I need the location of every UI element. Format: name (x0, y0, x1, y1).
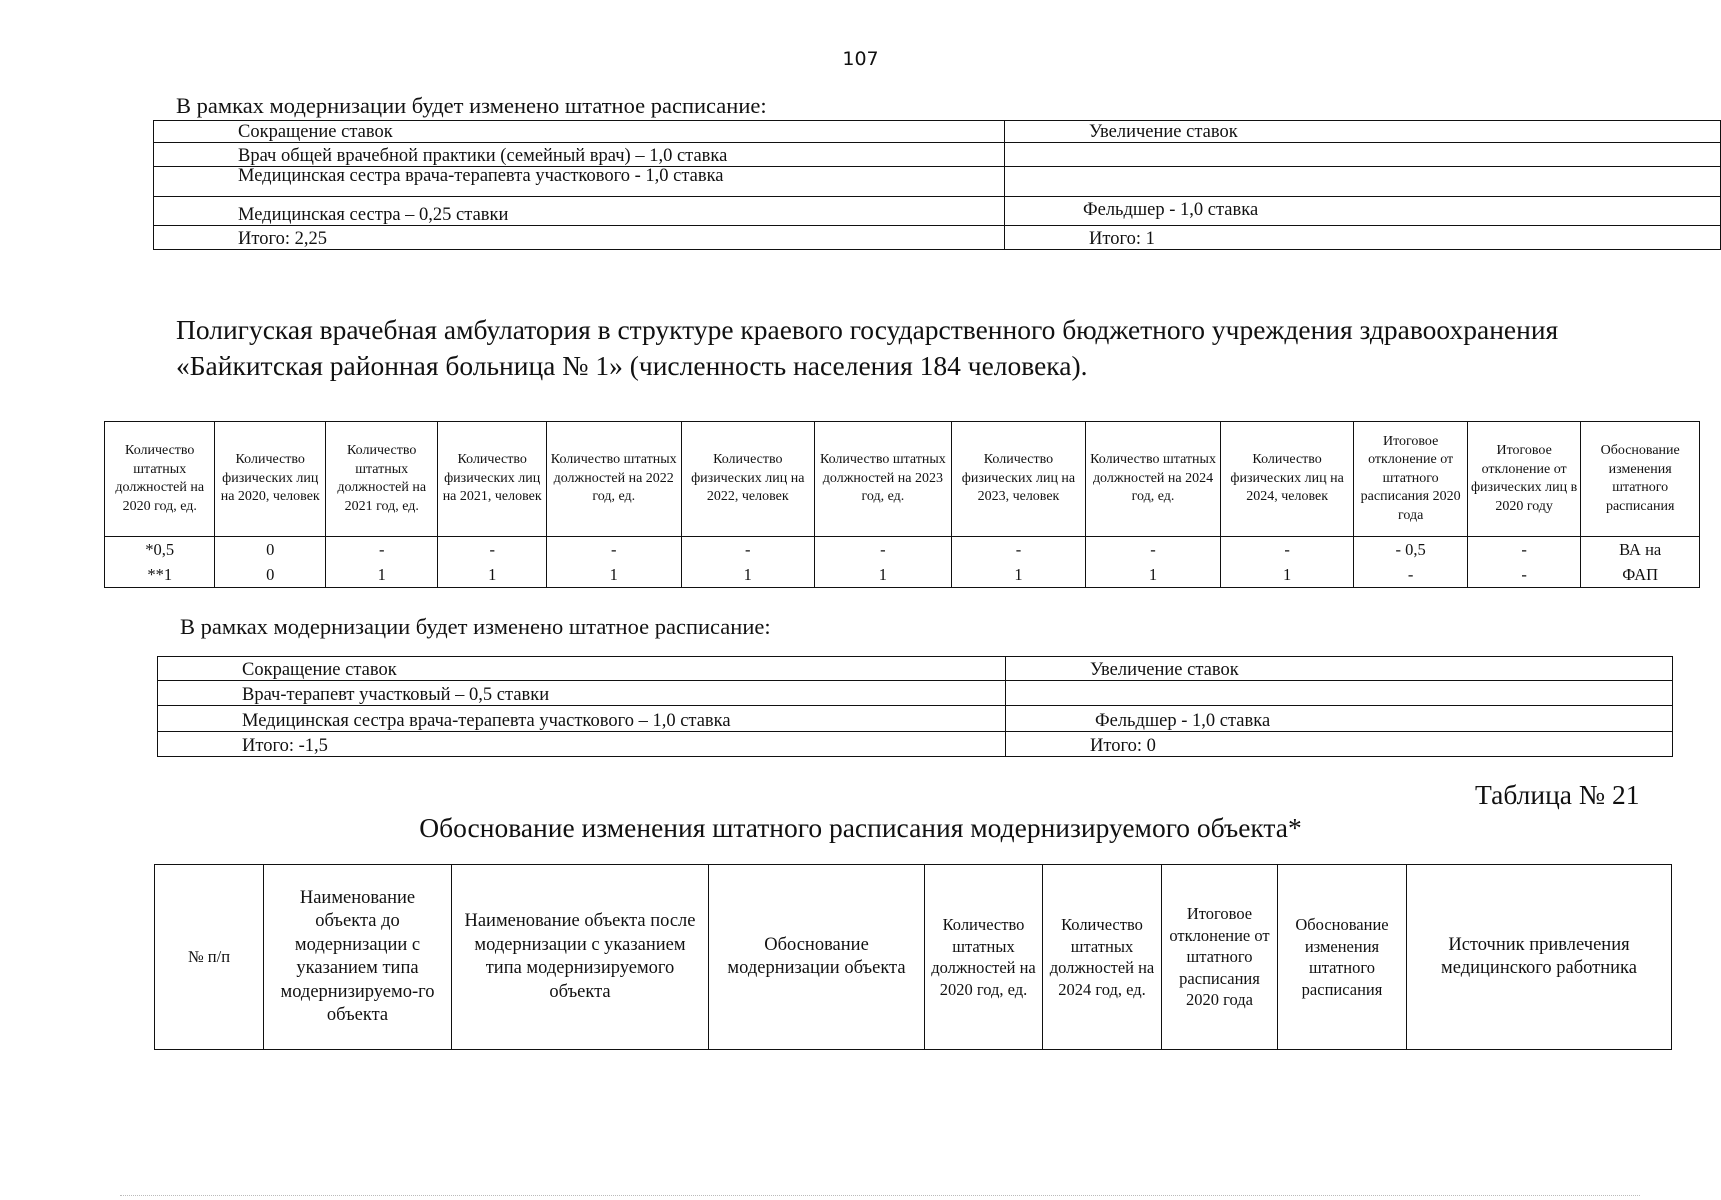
column-header: Наименование объекта после модернизации с указанием типа модернизируемого объекта (452, 865, 709, 1050)
staff-table-header-row (105, 422, 1700, 537)
column-header: Количество штатных должностей на 2024 год, ед. (1086, 422, 1221, 537)
table-cell: - (1467, 537, 1580, 563)
increase-cell (1005, 167, 1721, 197)
table-cell: 1 (815, 562, 952, 588)
table-cell: - (1467, 562, 1580, 588)
section-1-intro: В рамках модернизации будет изменено штатное расписание: (176, 93, 767, 118)
table-cell: 1 (546, 562, 681, 588)
table-cell: 0 (215, 537, 325, 563)
table-caption-text: Обоснование изменения штатного расписания модернизируемого объекта (419, 812, 1288, 843)
modernization-justification-table (154, 864, 1672, 1050)
staffing-numbers-table (104, 421, 1700, 588)
increase-header: Увеличение ставок (1005, 121, 1721, 143)
table-cell: - (1086, 537, 1221, 563)
column-header: Количество штатных должностей на 2024 год, ед. (1043, 865, 1162, 1050)
reduction-header: Сокращение ставок (154, 121, 1005, 143)
table-cell: - (1220, 537, 1354, 563)
column-header: Количество физических лиц на 2022, человек (681, 422, 815, 537)
table-row (158, 681, 1673, 706)
totals-row (158, 732, 1673, 757)
column-header: Итоговое отклонение от штатного расписания 2020 года (1162, 865, 1278, 1050)
increase-cell (1005, 143, 1721, 167)
reduction-cell: Врач общей врачебной практики (семейный врач) – 1,0 ставка (154, 143, 1005, 167)
changes-header-row (158, 657, 1673, 681)
increase-header: Увеличение ставок (1006, 657, 1673, 681)
column-header: Количество физических лиц на 2023, человек (951, 422, 1086, 537)
page-bottom-rule (120, 1195, 1640, 1196)
table-row (154, 143, 1721, 167)
column-header: Количество штатных должностей на 2022 год, ед. (546, 422, 681, 537)
section-2-intro: В рамках модернизации будет изменено штатное расписание: (180, 614, 771, 639)
table-cell: - (1354, 562, 1467, 588)
table-cell: 1 (325, 562, 437, 588)
table-cell: - (438, 537, 546, 563)
column-header: Количество штатных должностей на 2020 год, ед. (105, 422, 215, 537)
table-row (154, 167, 1721, 197)
table-cell: *0,5 (105, 537, 215, 563)
table-cell: ВА на (1581, 537, 1700, 563)
table-row (158, 706, 1673, 732)
column-header: № п/п (155, 865, 264, 1050)
increase-total: Итого: 0 (1006, 732, 1673, 757)
increase-cell (1006, 681, 1673, 706)
table-cell: 1 (1220, 562, 1354, 588)
reduction-cell: Врач-терапевт участковый – 0,5 ставки (158, 681, 1006, 706)
table-cell: ФАП (1581, 562, 1700, 588)
increase-cell: Фельдшер - 1,0 ставка (1005, 197, 1721, 226)
column-header: Количество физических лиц на 2020, человек (215, 422, 325, 537)
table-cell: - (325, 537, 437, 563)
table-row (154, 197, 1721, 226)
changes-header-row (154, 121, 1721, 143)
table-cell: - (815, 537, 952, 563)
reduction-cell: Медицинская сестра – 0,25 ставки (154, 197, 1005, 226)
column-header: Обоснование изменения штатного расписания (1278, 865, 1407, 1050)
table-number: Таблица № 21 (1475, 779, 1640, 810)
table-cell: 1 (681, 562, 815, 588)
column-header: Наименование объекта до модернизации с указанием типа модернизируемо-го объекта (264, 865, 452, 1050)
reduction-total: Итого: 2,25 (154, 226, 1005, 250)
table-cell: - (951, 537, 1086, 563)
table-cell: 1 (951, 562, 1086, 588)
reduction-cell: Медицинская сестра врача-терапевта участкового – 1,0 ставка (158, 706, 1006, 732)
column-header: Количество физических лиц на 2024, человек (1220, 422, 1354, 537)
column-header: Количество штатных должностей на 2023 год, ед. (815, 422, 952, 537)
column-header: Обоснование изменения штатного расписания (1581, 422, 1700, 537)
table-cell: - 0,5 (1354, 537, 1467, 563)
column-header: Итоговое отклонение от штатного расписания 2020 года (1354, 422, 1467, 537)
table-cell: 0 (215, 562, 325, 588)
staffing-changes-table-1 (153, 120, 1721, 250)
column-header: Количество штатных должностей на 2020 год, ед. (925, 865, 1043, 1050)
column-header: Обоснование модернизации объекта (709, 865, 925, 1050)
staffing-changes-table-2 (157, 656, 1673, 757)
reduction-cell: Медицинская сестра врача-терапевта участкового - 1,0 ставка (154, 167, 1005, 197)
table-cell: **1 (105, 562, 215, 588)
increase-cell: Фельдшер - 1,0 ставка (1006, 706, 1673, 732)
table-caption (0, 812, 1721, 844)
facility-title: Полигуская врачебная амбулатория в структуре краевого государственного бюджетного учреждения здравоохранения «Байкитская районная больница № 1» (численность населения 184 человека). (176, 314, 1559, 381)
justification-header-row (155, 865, 1672, 1050)
footnote-asterisk: * (1287, 812, 1302, 843)
column-header: Источник привлечения медицинского работника (1407, 865, 1672, 1050)
table-cell: - (681, 537, 815, 563)
table-cell: 1 (1086, 562, 1221, 588)
table-cell: - (546, 537, 681, 563)
column-header: Количество физических лиц на 2021, человек (438, 422, 546, 537)
totals-row (154, 226, 1721, 250)
page-number: 107 (842, 48, 879, 70)
increase-total: Итого: 1 (1005, 226, 1721, 250)
table-row (105, 537, 1700, 563)
reduction-header: Сокращение ставок (158, 657, 1006, 681)
reduction-total: Итого: -1,5 (158, 732, 1006, 757)
column-header: Количество штатных должностей на 2021 год, ед. (325, 422, 437, 537)
table-row (105, 562, 1700, 588)
table-cell: 1 (438, 562, 546, 588)
column-header: Итоговое отклонение от физических лиц в 2020 году (1467, 422, 1580, 537)
